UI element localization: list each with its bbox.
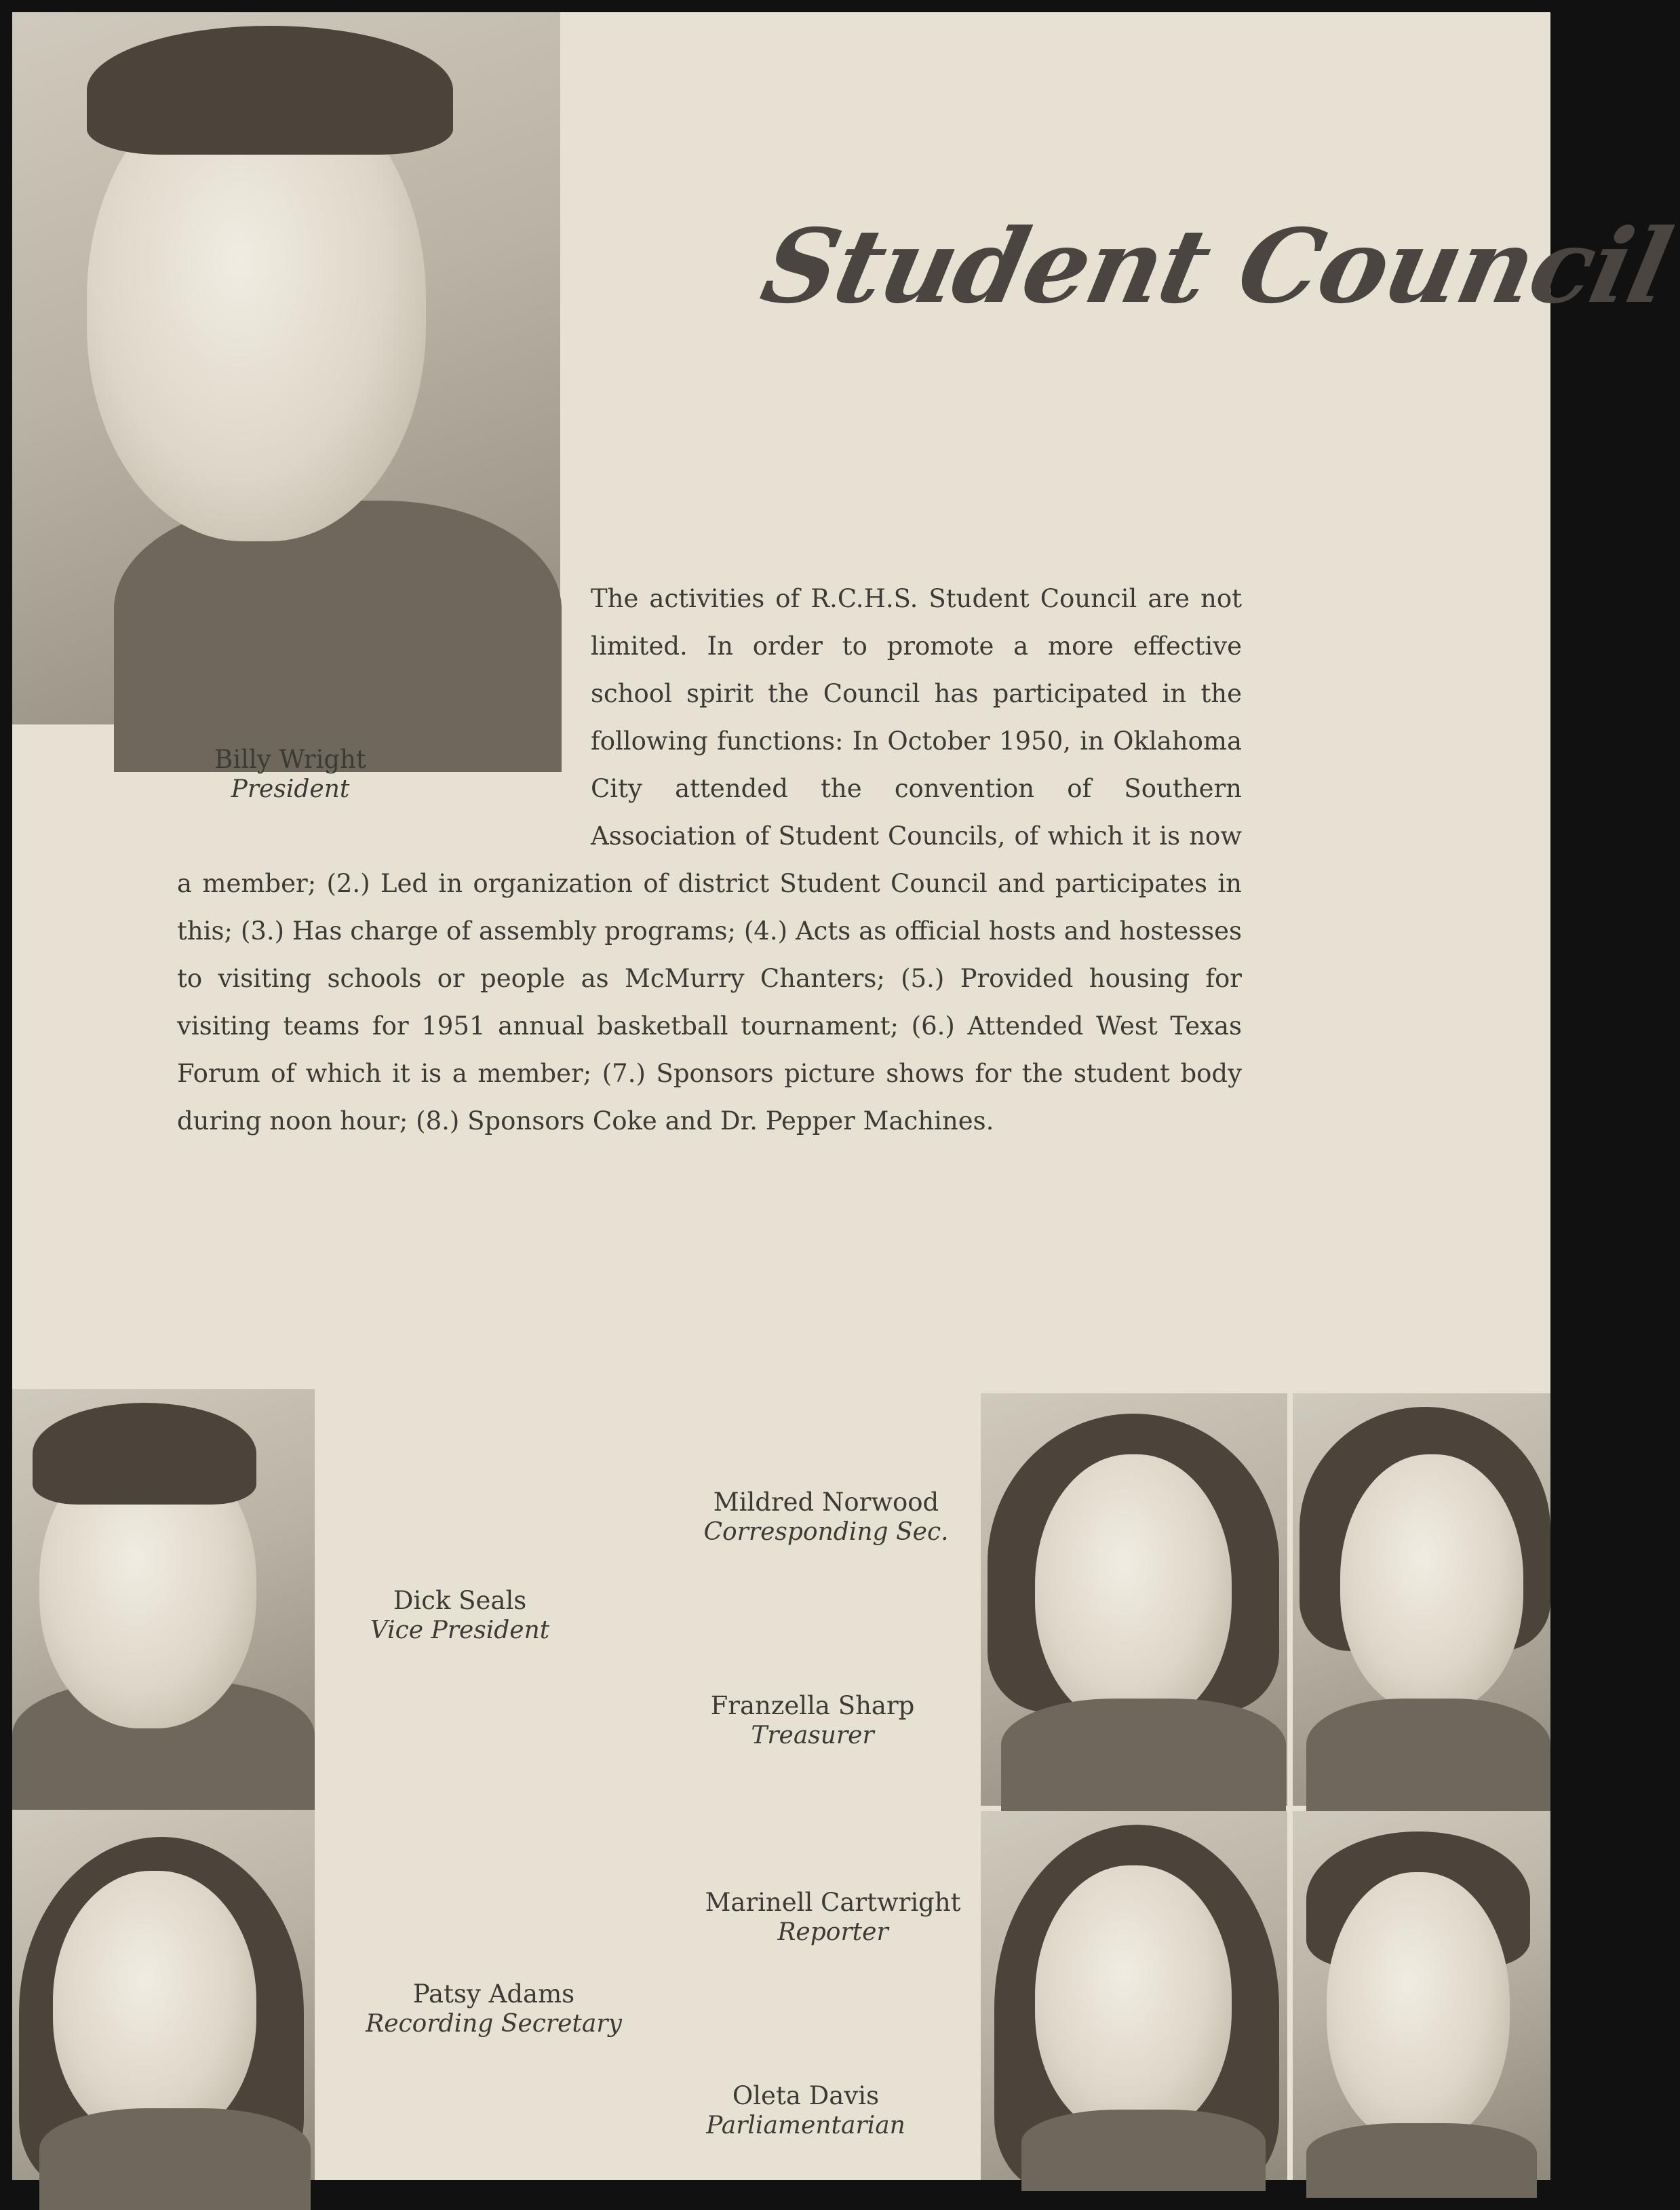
officer-name: Dick Seals <box>393 1586 527 1615</box>
caption-patsy-adams <box>351 1979 636 2039</box>
officer-name: Franzella Sharp <box>710 1691 915 1720</box>
officer-name: Patsy Adams <box>412 1979 575 2009</box>
officer-name: Billy Wright <box>214 745 366 774</box>
portrait-oleta-davis <box>1293 1811 1550 2180</box>
portrait-franzella-sharp <box>1293 1393 1550 1806</box>
caption-marinell-cartwright <box>684 1888 982 1947</box>
officer-role: President <box>231 775 350 804</box>
caption-franzella-sharp <box>684 1691 941 1751</box>
caption-mildred-norwood <box>684 1488 969 1547</box>
caption-oleta-davis <box>684 2081 928 2141</box>
caption-dick-seals <box>331 1586 589 1646</box>
portrait-patsy-adams <box>12 1810 315 2180</box>
page-title: Student Council <box>752 207 1680 326</box>
officer-role: Treasurer <box>751 1722 874 1750</box>
portrait-mildred-norwood <box>981 1393 1287 1806</box>
officer-role: Reporter <box>777 1918 888 1947</box>
caption-billy-wright <box>134 745 446 804</box>
body-paragraph: The activities of R.C.H.S. Student Council are not limited. In order to promote a more effective school spirit the Council has participated in the following functions: In October 1950, in Oklahoma City attended the convention of Southern Association of Student Councils, of which it is now a member; (2.) Led in organization of district Student Council and participates in this; (3.) Has charge of assembly programs; (4.) Acts as official hosts and hostesses to visiting schools or people as McMurry Chanters; (5.) Provided housing for visiting teams for 1951 annual basketball tournament; (6.) Attended West Texas Forum of which it is a member; (7.) Sponsors picture shows for the student body during noon hour; (8.) Sponsors Coke and Dr. Pepper Machines. <box>177 584 1242 1136</box>
officer-name: Mildred Norwood <box>713 1488 939 1517</box>
officer-role: Corresponding Sec. <box>703 1518 949 1547</box>
officer-name: Oleta Davis <box>732 2081 880 2110</box>
portrait-dick-seals <box>12 1389 315 1804</box>
officer-role: Parliamentarian <box>706 2112 905 2140</box>
body-text <box>177 575 1242 1145</box>
portrait-marinell-cartwright <box>981 1811 1287 2180</box>
officer-role: Recording Secretary <box>366 2010 622 2038</box>
yearbook-page <box>12 12 1680 2180</box>
officer-name: Marinell Cartwright <box>705 1888 961 1917</box>
officer-role: Vice President <box>370 1616 550 1645</box>
